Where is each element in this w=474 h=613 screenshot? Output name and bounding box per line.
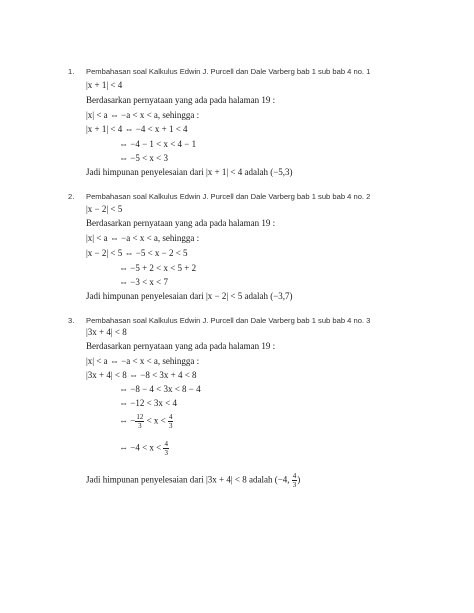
problem-3-step-2: ⇔ −8 − 4 < 3x < 8 − 4 — [119, 384, 201, 394]
problem-2-premise: Berdasarkan pernyataan yang ada pada halaman 19 : — [86, 218, 276, 228]
problem-1-step-3: ⇔ −5 < x < 3 — [119, 153, 168, 163]
fraction — [135, 413, 144, 430]
problem-3-step-4: ⇔ − $\frac{12}{3}$ < x < $\frac{4}{3}$ — [119, 413, 173, 430]
problem-2-rule: |x| < a ⇔ −a < x < a, sehingga : — [86, 233, 200, 243]
fraction-numerator: 4 — [168, 413, 173, 421]
problem-1-premise: Berdasarkan pernyataan yang ada pada halaman 19 : — [86, 95, 276, 105]
problem-3-step-1: |3x + 4| < 8 ⇔ −8 < 3x + 4 < 8 — [86, 370, 197, 380]
problem-3-title: Pembahasan soal Kalkulus Edwin J. Purcell dan Dale Varberg bab 1 sub bab 4 no. 3 — [86, 316, 371, 325]
problem-2-number: 2. — [68, 192, 75, 201]
problem-3-number: 3. — [68, 316, 75, 325]
problem-1-title: Pembahasan soal Kalkulus Edwin J. Purcell dan Dale Varberg bab 1 sub bab 4 no. 1 — [86, 67, 371, 76]
fraction-denominator: 3 — [164, 449, 168, 457]
fraction — [292, 472, 298, 489]
problem-1-question: |x + 1| < 4 — [86, 80, 123, 90]
problem-1-number: 1. — [68, 67, 75, 76]
problem-3-premise: Berdasarkan pernyataan yang ada pada halaman 19 : — [86, 341, 276, 351]
problem-2-step-2: ⇔ −5 + 2 < x < 5 + 2 — [119, 263, 197, 273]
fraction-denominator: 3 — [138, 422, 142, 430]
problem-3-step-3: ⇔ −12 < 3x < 4 — [119, 398, 177, 408]
problem-2-conclusion: Jadi himpunan penyelesaian dari |x − 2| < 5 adalah (−3,7) — [86, 291, 293, 301]
fraction-numerator: 12 — [136, 413, 144, 421]
problem-1-step-2: ⇔ −4 − 1 < x < 4 − 1 — [119, 139, 197, 149]
problem-3-step-5: ⇔ −4 < x < $\frac{4}{3}$ — [119, 440, 168, 457]
problem-1-rule: |x| < a ⇔ −a < x < a, sehingga : — [86, 110, 200, 120]
problem-3-question: |3x + 4| < 8 — [86, 327, 127, 337]
problem-2-title: Pembahasan soal Kalkulus Edwin J. Purcell dan Dale Varberg bab 1 sub bab 4 no. 2 — [86, 192, 371, 201]
fraction — [163, 440, 169, 457]
fraction-denominator: 3 — [292, 481, 297, 489]
problem-3-conclusion: Jadi himpunan penyelesaian dari |3x + 4| < 8 adalah (−4, $\frac{4}{3}$ ) — [86, 472, 301, 489]
problem-1-conclusion: Jadi himpunan penyelesaian dari |x + 1| < 4 adalah (−5,3) — [86, 167, 293, 177]
fraction-denominator: 3 — [168, 422, 173, 430]
problem-2-step-1: |x − 2| < 5 ⇔ −5 < x − 2 < 5 — [86, 248, 188, 258]
fraction — [168, 413, 174, 430]
problem-3-rule: |x| < a ⇔ −a < x < a, sehingga : — [86, 356, 200, 366]
problem-2-question: |x − 2| < 5 — [86, 204, 123, 214]
problem-2-step-3: ⇔ −3 < x < 7 — [119, 277, 168, 287]
problem-1-step-1: |x + 1| < 4 ⇔ −4 < x + 1 < 4 — [86, 124, 188, 134]
fraction-numerator: 4 — [292, 472, 297, 480]
fraction-numerator: 4 — [164, 440, 168, 448]
